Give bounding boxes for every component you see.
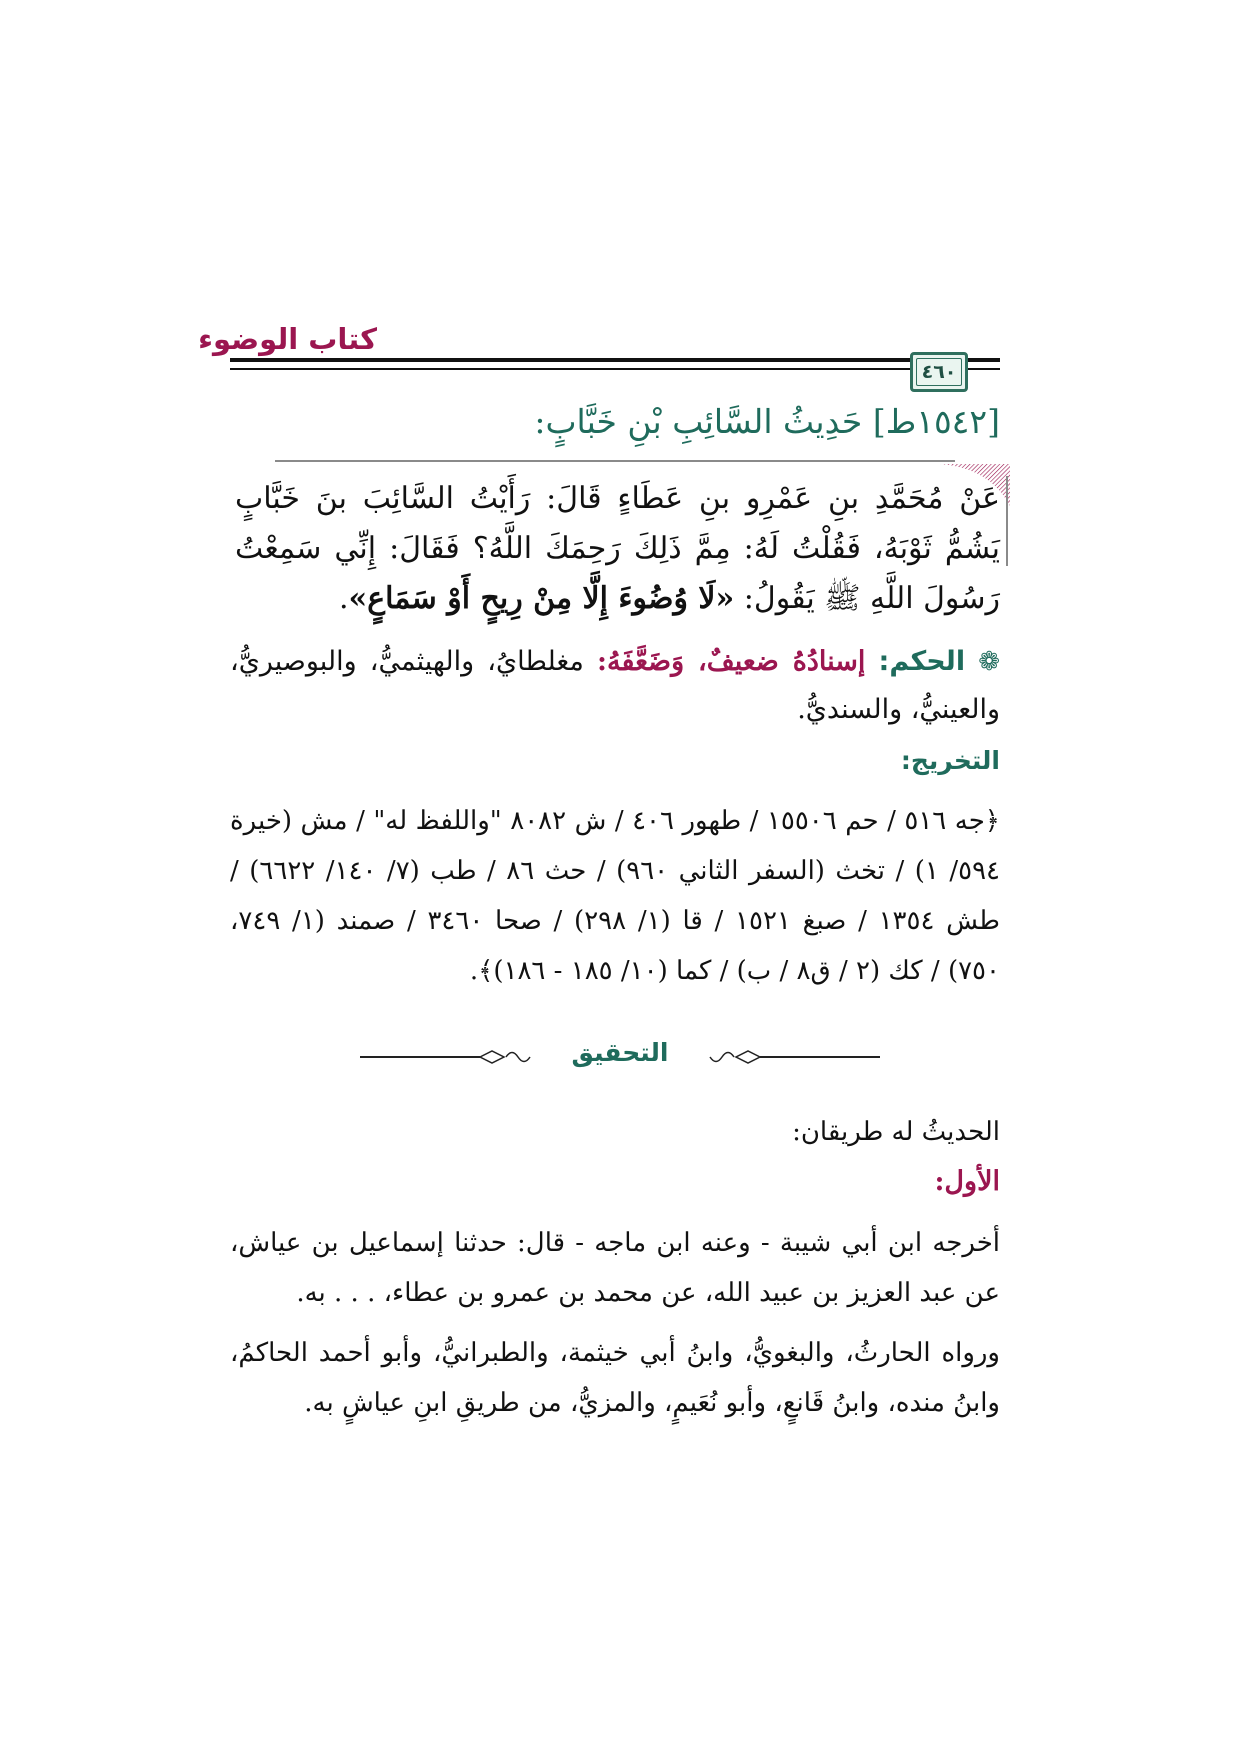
flower-ornament-icon: ❁ bbox=[978, 647, 1000, 677]
corner-rule bbox=[1006, 476, 1008, 566]
hadith-text bbox=[235, 474, 1000, 624]
takhrij-text: ﴿جه ٥١٦ / حم ١٥٥٠٦ / طهور ٤٠٦ / ش ٨٠٨٢ "واللفظ له" / مش (خيرة ٥٩٤/ ١) / تخث (السفر الثاني ٩٦٠) / حث ٨٦ / طب (٧/ ١٤٠/ ٦٦٢٢) / طش ١٣٥٤ / صبغ ١٥٢١ / قا (١/ ٢٩٨) / صحا ٣٤٦٠ / صمند (١/ ٧٤٩، ٧٥٠) / كك (٢ / ق٨ / ب) / كما (١٠/ ١٨٥ - ١٨٦)﴾. bbox=[230, 806, 1001, 986]
intro-text: الحديثُ له طريقان: bbox=[792, 1117, 1000, 1147]
header-rule-bottom bbox=[230, 368, 1000, 370]
page-number-badge bbox=[910, 352, 968, 392]
ruling-label: الحكم: bbox=[878, 646, 966, 677]
ruling-verdict: إسنادُهُ ضعيفٌ، وَضَعَّفَهُ: bbox=[597, 646, 866, 677]
paragraph-2: ورواه الحارثُ، والبغويُّ، وابنُ أبي خيثمة، والطبرانيُّ، وأبو أحمد الحاكمُ، وابنُ منده، وابنُ قَانعٍ، وأبو نُعَيمٍ، والمزيُّ، من طريقِ ابنِ عياشٍ به. bbox=[230, 1338, 1000, 1418]
ruling-scholars: مغلطايُ، والهيثميُّ، والبوصيريُّ، والعينيُّ، والسنديُّ. bbox=[230, 646, 1000, 725]
hadith-heading: [١٥٤٢ط] حَدِيثُ السَّائِبِ بْنِ خَبَّابٍ: bbox=[534, 402, 1000, 441]
heading-underline bbox=[275, 460, 955, 462]
book-title: كتاب الوضوء bbox=[198, 322, 377, 356]
hadith-text-end: . bbox=[338, 581, 349, 616]
hadith-text-main: عَنْ مُحَمَّدِ بنِ عَمْرِو بنِ عَطَاءٍ قَالَ: رَأَيْتُ السَّائِبَ بنَ خَبَّابٍ يَشُمُّ ثَوْبَهُ، فَقُلْتُ لَهُ: مِمَّ ذَلِكَ رَحِمَكَ اللَّهُ؟ فَقَالَ: إِنِّي سَمِعْتُ رَسُولَ اللَّهِ ﷺ يَقُولُ: bbox=[235, 481, 1000, 616]
ruling-block bbox=[230, 638, 1000, 734]
takhrij-heading: التخريج: bbox=[900, 746, 1000, 775]
paragraph-1: أخرجه ابن أبي شيبة - وعنه ابن ماجه - قال: حدثنا إسماعيل بن عياش، عن عبد العزيز بن عبيد الله، عن محمد بن عمرو بن عطاء، . . . به. bbox=[230, 1228, 1000, 1308]
tahqiq-label: التحقيق bbox=[571, 1038, 669, 1067]
header-rule-top bbox=[230, 358, 1000, 362]
page-number: ٤٦٠ bbox=[921, 361, 957, 383]
first-route-heading: الأول: bbox=[934, 1166, 1000, 1197]
hadith-quote: «لَا وُضُوءَ إِلَّا مِنْ رِيحٍ أَوْ سَمَاعٍ» bbox=[348, 581, 735, 616]
